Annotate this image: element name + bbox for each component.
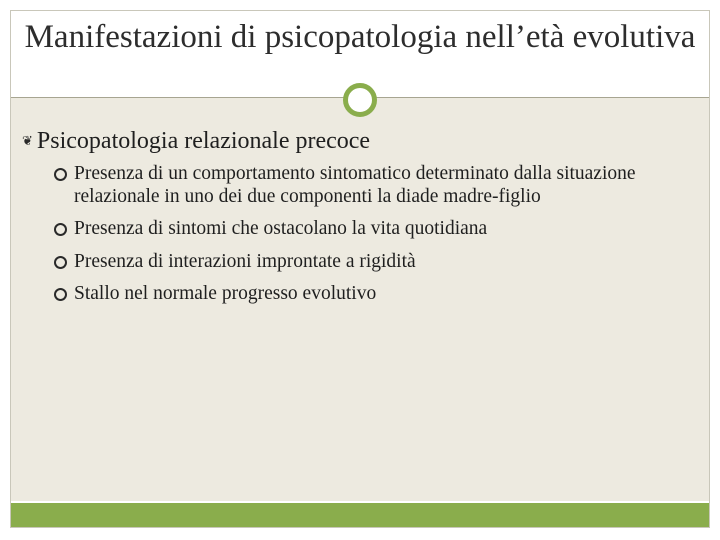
list-item [54, 163, 694, 208]
list-item [54, 218, 694, 241]
list-item-text: Presenza di interazioni improntate a rigidità [74, 250, 416, 272]
list-item [54, 251, 694, 274]
list-item-text: Presenza di sintomi che ostacolano la vita quotidiana [74, 218, 488, 239]
circle-bullet-icon [54, 288, 67, 301]
list-item-text: Stallo nel normale progresso evolutivo [74, 283, 377, 304]
circle-bullet-icon [54, 168, 67, 181]
circle-bullet-icon [54, 223, 67, 236]
circle-bullet-icon [54, 256, 67, 269]
ring-ornament-icon [343, 83, 377, 117]
level1-bullet-point [22, 126, 370, 156]
sub-bullet-list [54, 163, 694, 316]
ribbon-bullet-icon: ❦ [22, 133, 33, 148]
footer-accent-bar [11, 503, 709, 527]
list-item-text: Presenza di un comportamento sintomatico determinato dalla situazione relazionale in uno dei due componenti la diade madre-figlio [74, 163, 636, 207]
level1-text: Psicopatologia relazionale precoce [36, 128, 371, 154]
list-item [54, 283, 694, 306]
slide-title: Manifestazioni di psicopatologia nell’età evolutiva [24, 19, 696, 55]
